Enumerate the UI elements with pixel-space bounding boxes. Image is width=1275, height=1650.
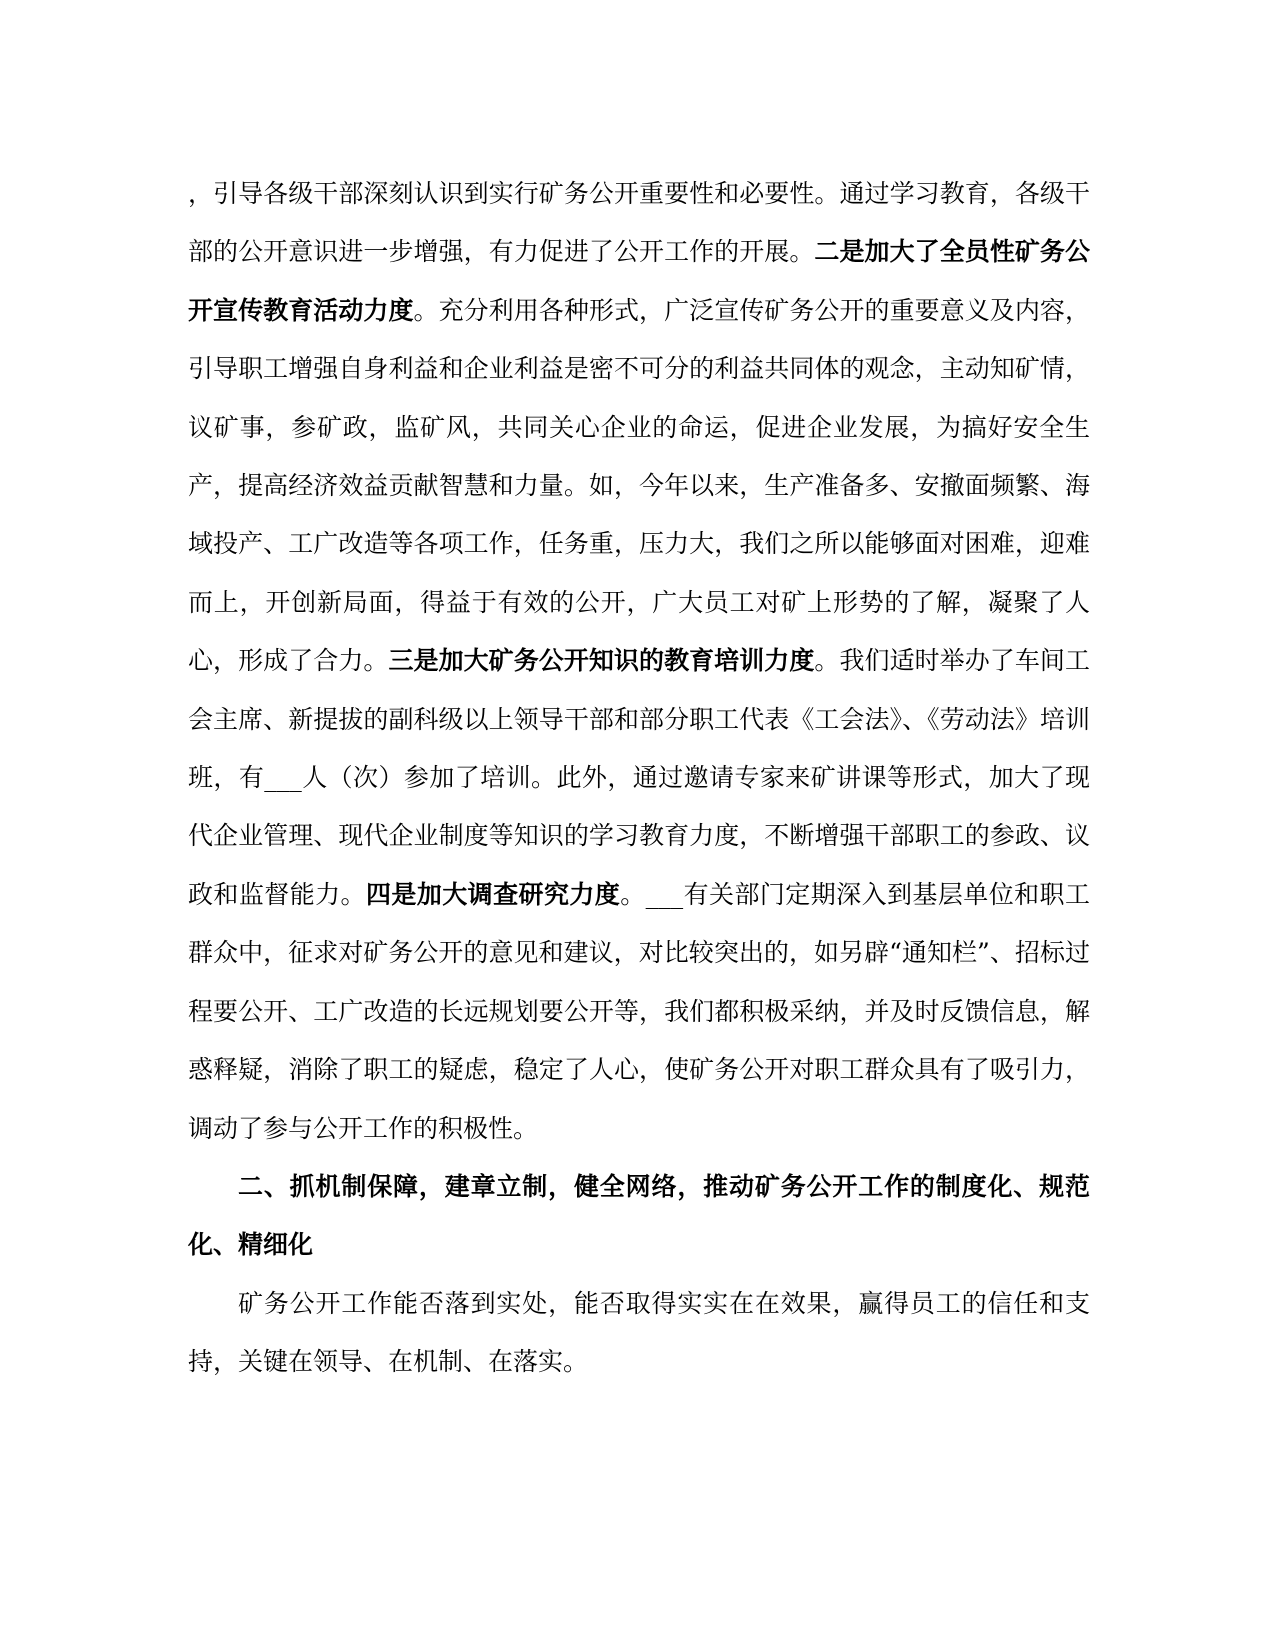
section-heading-two: 二、抓机制保障，建章立制，健全网络，推动矿务公开工作的制度化、规范化、精细化: [188, 1171, 1090, 1260]
body-text: [188, 165, 1090, 1392]
bold-point-three: 三是加大矿务公开知识的教育培训力度: [388, 646, 815, 676]
paragraph-text: 。___有关部门定期深入到基层单位和职工群众中，征求对矿务公开的意见和建议，对比较突出的，如另辟“通知栏”、招标过程要公开、工广改造的长远规划要公开等，我们都积极采纳，并及时反馈信息，解惑释疑，消除了职工的疑虑，稳定了人心，使矿务公开对职工群众具有了吸引力，调动了参与公开工作的积极性。: [188, 879, 1090, 1143]
paragraph-text: ，引导各级干部深刻认识到实行矿务公开重要性和必要性。通过学习教育，各级干部的公开意识进一步增强，有力促进了公开工作的开展。: [188, 179, 1090, 267]
paragraph-mechanism: 矿务公开工作能否落到实处，能否取得实实在在效果，赢得员工的信任和支持，关键在领导、在机制、在落实。: [188, 1288, 1090, 1377]
bold-point-four: 四是加大调查研究力度: [365, 879, 621, 909]
paragraph-text: 。我们适时举办了车间工会主席、新提拔的副科级以上领导干部和部分职工代表《工会法》、《劳动法》培训班，有___人（次）参加了培训。此外，通过邀请专家来矿讲课等形式，加大了现代企业管理、现代企业制度等知识的学习教育力度，不断增强干部职工的参政、议政和监督能力。: [188, 646, 1090, 909]
bold-point-two: 二是加大了全员性矿务公开宣传教育活动力度: [188, 237, 1090, 325]
paragraph-publicity-education: [188, 165, 1090, 1158]
paragraph-text: 。充分利用各种形式，广泛宣传矿务公开的重要意义及内容，引导职工增强自身利益和企业利益是密不可分的利益共同体的观念，主动知矿情，议矿事，参矿政，监矿风，共同关心企业的命运，促进企业发展，为搞好安全生产，提高经济效益贡献智慧和力量。如，今年以来，生产准备多、安撤面频繁、海域投产、工广改造等各项工作，任务重，压力大，我们之所以能够面对困难，迎难而上，开创新局面，得益于有效的公开，广大员工对矿上形势的了解，凝聚了人心，形成了合力。: [188, 295, 1090, 676]
